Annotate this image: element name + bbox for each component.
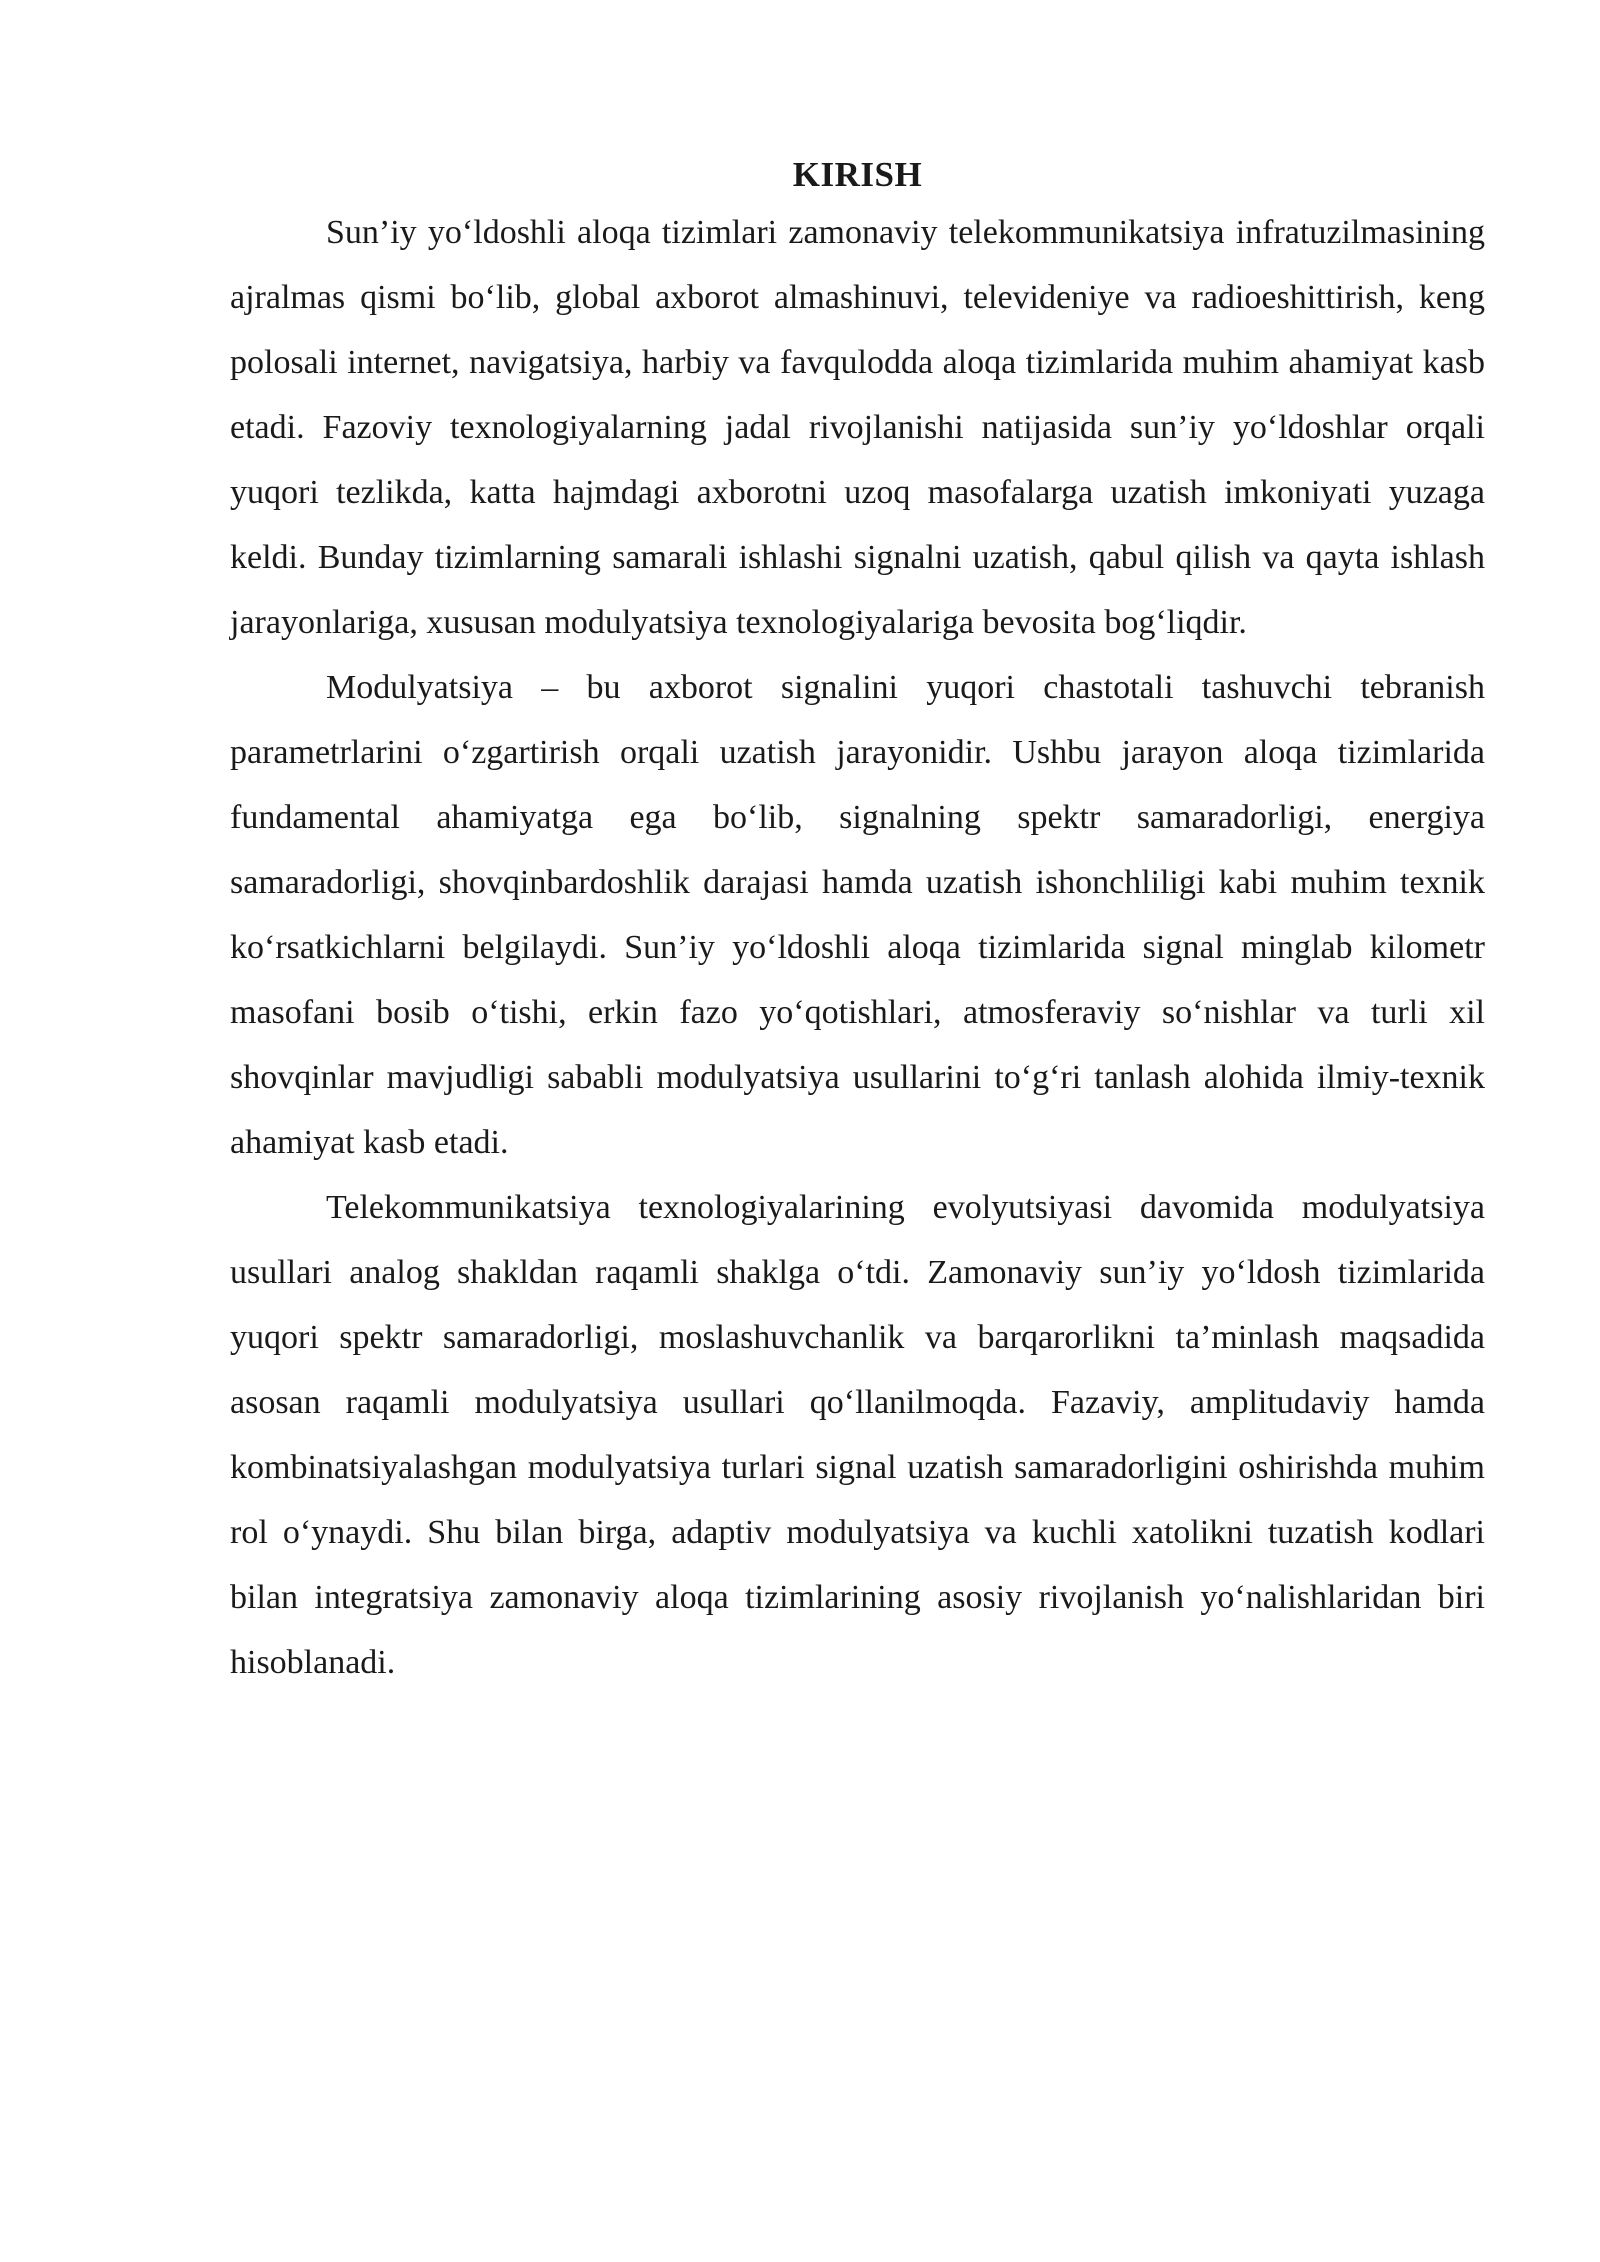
section-heading: KIRISH bbox=[792, 155, 923, 194]
paragraph-1: Sun’iy yo‘ldoshli aloqa tizimlari zamonaviy telekommunikatsiya infratuzilmasining ajralmas qismi bo‘lib, global axborot almashinuvi, televideniye va radioeshittirish, keng polosali internet, navigatsiya, harbiy va favqulodda aloqa tizimlarida muhim ahamiyat kasb etadi. Fazoviy texnologiyalarning jadal rivojlanishi natijasida sun’iy yo‘ldoshlar orqali yuqori tezlikda, katta hajmdagi axborotni uzoq masofalarga uzatish imkoniyati yuzaga keldi. Bunday tizimlarning samarali ishlashi signalni uzatish, qabul qilish va qayta ishlash jarayonlariga, xususan modulyatsiya texnologiyalariga bevosita bog‘liqdir. bbox=[230, 214, 1485, 641]
paragraph-3: Telekommunikatsiya texnologiyalarining evolyutsiyasi davomida modulyatsiya usullari analog shakldan raqamli shaklga o‘tdi. Zamonaviy sun’iy yo‘ldosh tizimlarida yuqori spektr samaradorligi, moslashuvchanlik va barqarorlikni ta’minlash maqsadida asosan raqamli modulyatsiya usullari qo‘llanilmoqda. Fazaviy, amplitudaviy hamda kombinatsiyalashgan modulyatsiya turlari signal uzatish samaradorligini oshirishda muhim rol o‘ynaydi. Shu bilan birga, adaptiv modulyatsiya va kuchli xatolikni tuzatish kodlari bilan integratsiya zamonaviy aloqa tizimlarining asosiy rivojlanish yo‘nalishlaridan biri hisoblanadi. bbox=[230, 1189, 1485, 1681]
paragraph-2: Modulyatsiya – bu axborot signalini yuqori chastotali tashuvchi tebranish parametrlarini o‘zgartirish orqali uzatish jarayonidir. Ushbu jarayon aloqa tizimlarida fundamental ahamiyatga ega bo‘lib, signalning spektr samaradorligi, energiya samaradorligi, shovqinbardoshlik darajasi hamda uzatish ishonchliligi kabi muhim texnik ko‘rsatkichlarni belgilaydi. Sun’iy yo‘ldoshli aloqa tizimlarida signal minglab kilometr masofani bosib o‘tishi, erkin fazo yo‘qotishlari, atmosferaviy so‘nishlar va turli xil shovqinlar mavjudligi sababli modulyatsiya usullarini to‘g‘ri tanlash alohida ilmiy-texnik ahamiyat kasb etadi. bbox=[230, 669, 1485, 1161]
page-content bbox=[230, 150, 1485, 1695]
